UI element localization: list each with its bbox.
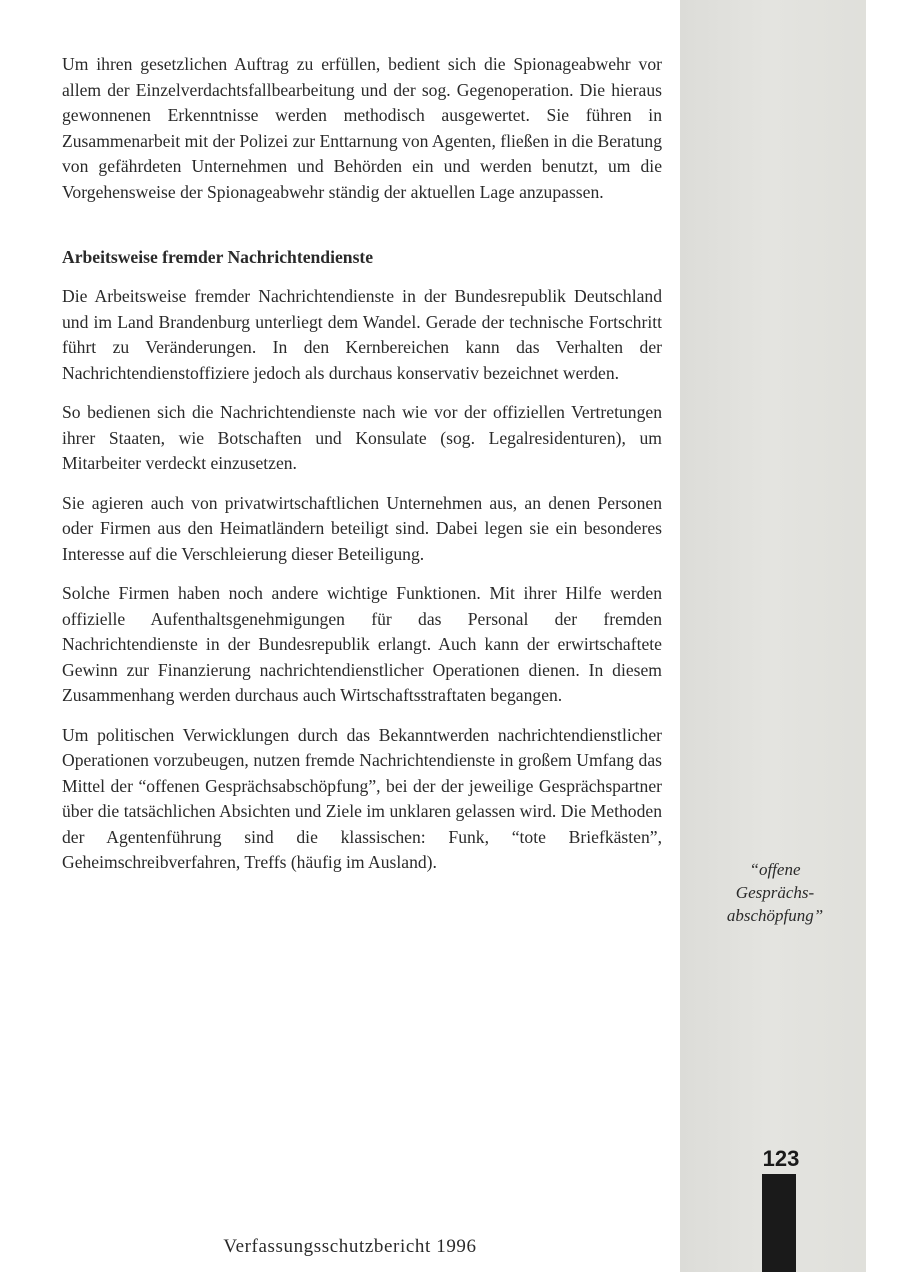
intro-paragraph: Um ihren gesetzlichen Auftrag zu erfüllen, bedient sich die Spionageabwehr vor allem der Einzelverdachtsfallbearbeitung und der sog. Gegenoperation. Die hieraus gewonnenen Erkenntnisse werden methodisch ausgewertet. Sie führen in Zusammenarbeit mit der Polizei zur Enttarnung von Agenten, fließen in die Beratung von gefährdeten Unternehmen und Behörden ein und werden benutzt, um die Vorgehensweise der Spionageabwehr ständig der aktuellen Lage anzupassen. [62,54,662,202]
section-paragraph-1: Die Arbeitsweise fremder Nachrichtendienste in der Bundesrepublik Deutschland und im Land Brandenburg unterliegt dem Wandel. Gerade der technische Fortschritt führt zu Veränderungen. In den Kernbereichen kann das Verhalten der Nachrichtendienstoffiziere jedoch als durchaus konservativ bezeichnet werden. [62,286,662,383]
footer-title: Verfassungsschutzbericht 1996 [223,1236,477,1257]
section-paragraph-5: Um politischen Verwicklungen durch das Bekanntwerden nachrichtendienstlicher Operationen vorzubeugen, nutzen fremde Nachrichtendienste in großem Umfang das Mittel der “offenen Gesprächsabschöpfung”, bei der der jeweilige Gesprächspartner über die tatsächlichen Absichten und Ziele im unklaren gelassen wird. Die Methoden der Agentenführung sind die klassischen: Funk, “tote Briefkästen”, Geheimschreibverfahren, Treffs (häufig im Ausland). [62,724,662,872]
section-paragraph-2: So bedienen sich die Nachrichtendienste nach wie vor der offiziellen Vertretungen ihrer Staaten, wie Botschaften und Konsulate (sog. Legalresidenturen), um Mitarbeiter verdeckt einzusetzen. [62,402,662,473]
page-marker-bar [762,1174,796,1272]
section-paragraph-3: Sie agieren auch von privatwirtschaftlichen Unternehmen aus, an denen Personen oder Firmen aus den Heimatländern beteiligt sind. Dabei legen sie ein besonderes Interesse auf die Verschleierung dieser Beteiligung. [62,492,662,564]
margin-sidebar [680,0,900,1272]
sidebar-edge [866,0,900,1272]
margin-note-line-3: abschöpfung” [726,906,824,925]
section-heading: Arbeitsweise fremder Nachrichtendienste [62,247,374,267]
margin-note-line-2: Gesprächs- [735,883,815,902]
margin-note-line-1: “offene [749,860,801,879]
main-text [62,52,662,890]
page-number: 123 [762,1146,800,1171]
margin-note [700,858,850,927]
section-paragraph-4: Solche Firmen haben noch andere wichtige Funktionen. Mit ihrer Hilfe werden offizielle Aufenthaltsgenehmigungen für das Personal der fremden Nachrichtendienste in der Bundesrepublik erlangt. Auch kann der erwirtschaftete Gewinn zur Finanzierung nachrichtendienstlicher Operationen dienen. In diesem Zusammenhang werden durchaus auch Wirtschaftsstraftaten begangen. [62,583,662,705]
